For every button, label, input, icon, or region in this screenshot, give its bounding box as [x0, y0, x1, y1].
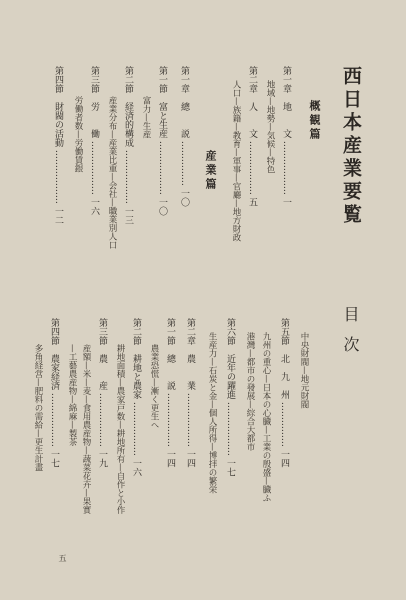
- toc-subentries: 九州の重心—日本の心臓—工業の殷盛—臓ふ: [261, 332, 271, 502]
- toc-section: 第一節 總 説 ……………… 一四: [165, 318, 175, 468]
- toc-chapter: 第二章 人 文 ……………… 五: [247, 66, 257, 207]
- toc-chapter: 第一章 總 説 …………… 一〇: [179, 66, 189, 207]
- toc-subentries: 耕地面積—農家戸数—耕地所有—自作と小作: [115, 344, 125, 514]
- toc-section: 第三節 農 産 ……………… 一九: [97, 318, 107, 468]
- toc-subentries: 中央財閥—地元財閥: [299, 332, 309, 409]
- toc-section: 第二節 経済的構成 ……………… 一三: [123, 66, 133, 225]
- toc-chapter: 第二章 農 業 ……………… 一四: [185, 318, 195, 468]
- toc-subentries: 生産力—石炭と金—個人所得—博拝の繁栄: [207, 332, 217, 494]
- toc-subentries: 人口—族籍—教育—軍事—官廳—地方財政: [231, 80, 241, 242]
- toc-section: 第六節 近年の躍進 ……………… 一七: [225, 318, 235, 477]
- toc-chapter: 第一章 地 文 ……………… 一: [281, 66, 291, 207]
- book-title: 西日本産業要覧: [340, 66, 362, 227]
- toc-subentries: 地域—地勢—気候—特色: [265, 80, 275, 174]
- part-heading-overview: 概観篇: [308, 100, 321, 142]
- toc-section: 第四節 農家経済 ……………… 一七: [49, 318, 59, 468]
- toc-subentries: —工藝農産物—綿麻—製茶: [67, 344, 77, 446]
- toc-subentries: 産業分布—産業比重—会社—職業別人口: [107, 96, 117, 249]
- toc-subentries: 産額—米—麦—食用農産物—蔬菜花卉—果實: [81, 344, 91, 514]
- toc-subentries: 労働者数—労働賃銀: [73, 96, 83, 173]
- toc-subentries: 多角経営—肥料の需給—更生計畫: [33, 344, 43, 472]
- page-folio: 五: [58, 554, 67, 562]
- toc-section: 第二節 耕地と農家 ……………… 一六: [131, 318, 141, 477]
- toc-subentries: 農業恐慌—漸く更生へ: [149, 344, 159, 429]
- toc-subentries: 港灣—都市の發展—綜合大都市: [245, 332, 255, 451]
- toc-subentries: 富力—生産: [141, 96, 151, 139]
- toc-section: 第一節 富と生産 ……………… 一〇: [157, 66, 167, 216]
- toc-section: 第四節 財閥の活動 ……………… 一二: [53, 66, 63, 225]
- part-heading-industry: 産業篇: [204, 150, 217, 192]
- toc-heading: 目次: [341, 306, 360, 366]
- toc-section: 第五節 北 九 州 …………… 一四: [279, 318, 289, 468]
- toc-section: 第三節 労 働 ……………… 一六: [89, 66, 99, 216]
